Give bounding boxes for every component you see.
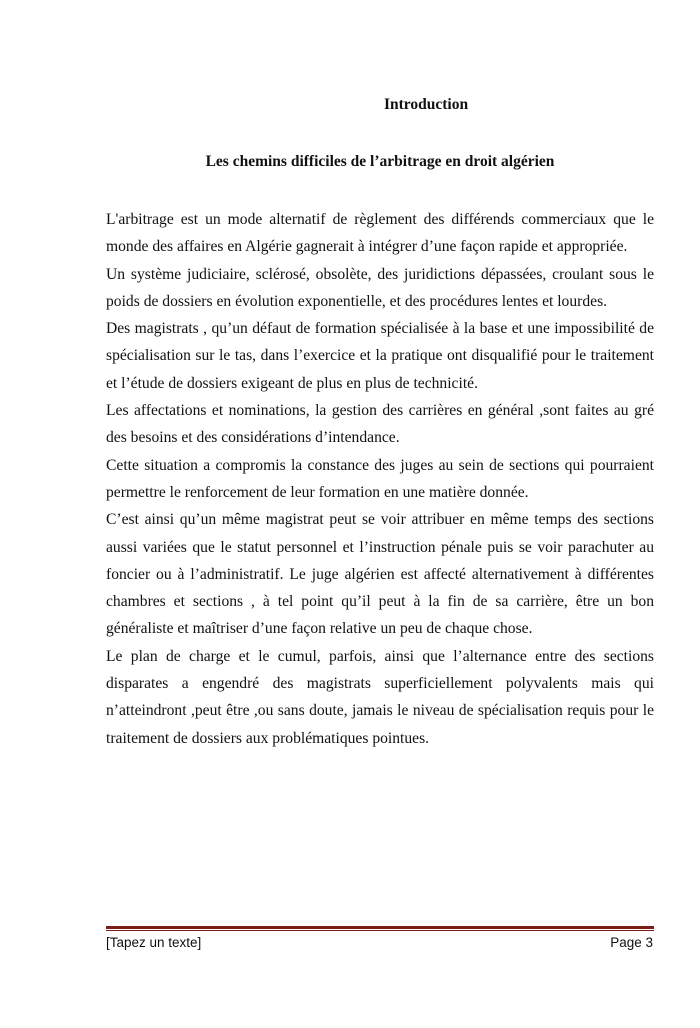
footer-divider [106,926,654,929]
paragraph: L'arbitrage est un mode alternatif de règlement des différends commerciaux que le monde des affaires en Algérie gagnerait à intégrer d’une façon rapide et appropriée. [106,211,654,256]
document-subtitle: Les chemins difficiles de l’arbitrage en droit algérien [205,153,555,170]
footer-divider-thin [106,930,654,931]
footer-placeholder-text[interactable]: [Tapez un texte] [106,935,202,950]
body-text [106,206,654,752]
paragraph: Des magistrats , qu’un défaut de formation spécialisée à la base et une impossibilité de spécialisation sur le tas, dans l’exercice et la pratique ont disqualifié pour le traitement et l’étude de dossiers exigeant de plus en plus de technicité. [106,320,654,392]
paragraph: Un système judiciaire, sclérosé, obsolète, des juridictions dépassées, croulant sous le poids de dossiers en évolution exponentielle, et des procédures lentes et lourdes. [106,265,654,310]
paragraph: Le plan de charge et le cumul, parfois, ainsi que l’alternance entre des sections disparates a engendré des magistrats superficiellement polyvalents mais qui n’atteindront ,peut être ,ou sans doute, jamais le niveau de spécialisation requis pour le traitement de dossiers aux problématiques pointues. [106,647,654,747]
paragraph: Les affectations et nominations, la gestion des carrières en général ,sont faites au gré des besoins et des considérations d’intendance. [106,402,654,447]
page-number: Page 3 [610,935,653,950]
paragraph: Cette situation a compromis la constance des juges au sein de sections qui pourraient permettre le renforcement de leur formation en une matière donnée. [106,456,654,501]
page-heading: Introduction [383,96,469,113]
paragraph: C’est ainsi qu’un même magistrat peut se voir attribuer en même temps des sections aussi variées que le statut personnel et l’instruction pénale puis se voir parachuter au foncier ou à l’administratif. Le juge algérien est affecté alternativement à différentes chambres et sections , à tel point qu’il peut à la fin de sa carrière, être un bon généraliste et maîtriser d’une façon relative un peu de chaque chose. [106,511,654,638]
